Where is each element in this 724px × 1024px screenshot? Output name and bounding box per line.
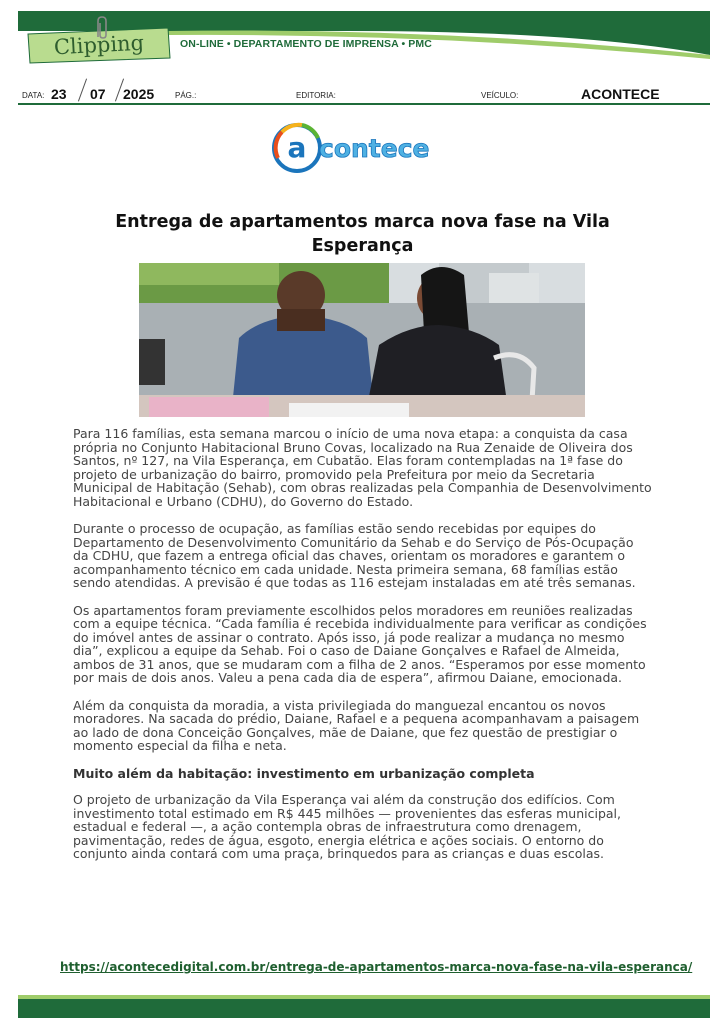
svg-text:contece: contece — [319, 134, 430, 163]
article-body — [73, 427, 653, 875]
clipping-label: Clipping — [53, 30, 145, 60]
source-link[interactable]: https://acontecedigital.com.br/entrega-de-apartamentos-marca-nova-fase-na-vila-esperanca/ — [60, 960, 693, 974]
article-paragraph: Durante o processo de ocupação, as famílias estão sendo recebidas por equipes do Departamento de Desenvolvimento Comunitário da Sehab e do Serviço de Pós-Ocupação da CDHU, que fazem a entrega oficial das chaves, orientam os moradores e garantem o acompanhamento técnico em cada unidade. Nesta primeira semana, 68 famílias estão sendo atendidas. A previsão é que todas as 116 estejam instaladas em até três semanas. — [73, 521, 636, 590]
article-subheading: Muito além da habitação: investimento em urbanização completa — [73, 765, 535, 781]
data-label: DATA: — [22, 91, 45, 100]
date-year: 2025 — [123, 86, 155, 102]
date-month: 07 — [90, 86, 106, 102]
article-paragraph: Para 116 famílias, esta semana marcou o início de uma nova etapa: a conquista da casa própria no Conjunto Habitacional Bruno Covas, localizado na Rua Zenaide de Oliveira dos Santos, nº 127, na Vila Esperança, em Cubatão. Elas foram contempladas na 1ª fase do projeto de urbanização do bairro, promovido pela Prefeitura por meio da Secretaria Municipal de Habitação (Sehab), com obras realizadas pela Companhia de Desenvolvimento Habitacional e Urbano (CDHU), do Governo do Estado. — [73, 426, 652, 509]
acontece-logo — [272, 122, 454, 174]
article-paragraph: Além da conquista da moradia, a vista privilegiada do manguezal encantou os novos moradores. Na sacada do prédio, Daiane, Rafael e a pequena acompanhavam a paisagem ao lado de dona Conceição Gonçalves, mãe de Daiane, que fez questão de prestigiar o momento especial da filha e neta. — [73, 697, 640, 753]
paperclip-icon — [90, 15, 118, 43]
veiculo-value: ACONTECE — [581, 86, 660, 102]
article-paragraph: Os apartamentos foram previamente escolhidos pelos moradores em reuniões realizadas com a equipe técnica. “Cada família é recebida individualmente para verificar as condições do imóvel antes de assinar o contrato. Após isso, já pode realizar a mudança no mesmo dia”, explicou a equipe da Sehab. Foi o caso de Daiane Gonçalves e Rafael de Almeida, ambos de 31 anos, que se mudaram com a filha de 2 anos. “Esperamos por esse momento por mais de dois anos. Valeu a pena cada dia de espera”, afirmou Daiane, emocionada. — [73, 602, 647, 685]
editoria-label: EDITORIA: — [296, 91, 336, 100]
header-subtitle: ON-LINE • DEPARTAMENTO DE IMPRENSA • PMC — [180, 38, 432, 50]
article-title: Entrega de apartamentos marca nova fase na Vila Esperança — [115, 212, 610, 256]
meta-divider — [18, 103, 710, 105]
pag-label: PÁG.: — [175, 91, 197, 100]
article-photo — [139, 263, 585, 417]
date-separator — [78, 79, 87, 102]
date-day: 23 — [51, 86, 67, 102]
footer-band — [18, 995, 710, 1018]
svg-text:a: a — [287, 131, 307, 164]
article-paragraph: O projeto de urbanização da Vila Esperança vai além da construção dos edifícios. Com investimento total estimado em R$ 445 milhões — provenientes das esferas municipal, estadual e federal —, a ação contempla obras de infraestrutura como drenagem, pavimentação, redes de água, esgoto, energia elétrica e ações sociais. O entorno do conjunto ainda contará com uma praça, brinquedos para as crianças e duas escolas. — [73, 792, 621, 861]
veiculo-label: VEÍCULO: — [481, 91, 519, 100]
